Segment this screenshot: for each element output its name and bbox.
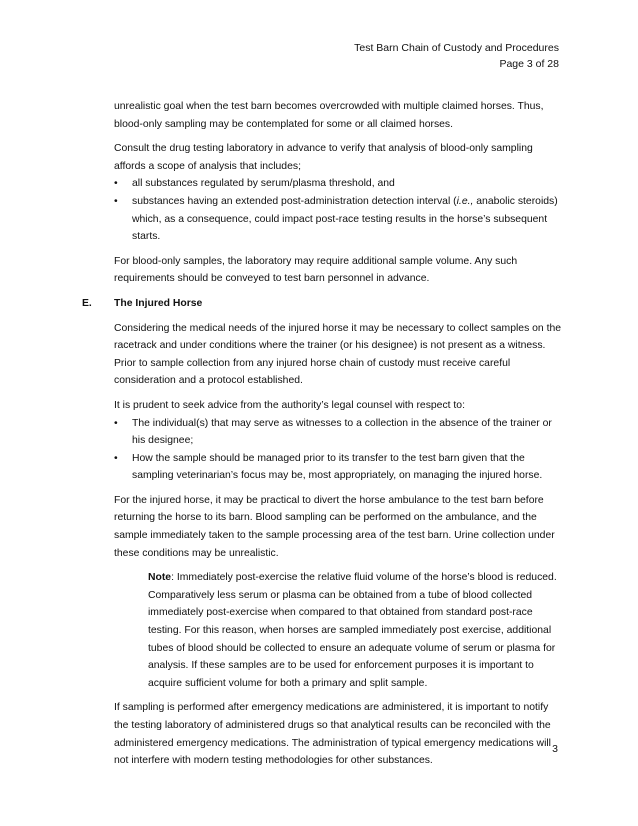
list-item [114,193,564,246]
bullet-icon: • [114,195,118,207]
paragraph: unrealistic goal when the test barn becomes overcrowded with multiple claimed horses. Thus, blood-only sampling may be contemplated for some or all claimed horses. [114,101,544,130]
paragraph: Consult the drug testing laboratory in advance to verify that analysis of blood-only sampling affords a scope of analysis that includes; [114,143,533,172]
page-body [82,98,564,777]
bullet-list [114,175,564,245]
paragraph: For the injured horse, it may be practical to divert the horse ambulance to the test barn before returning the horse to its barn. Blood sampling can be performed on the ambulance, and the sample immediately taken to the sample processing area of the test barn. Urine collection under these conditions may be unrealistic. [114,494,555,559]
paragraph: Considering the medical needs of the injured horse it may be necessary to collect samples on the racetrack and under conditions where the trainer (or his designee) is not present as a witness. Prior to sample collection from any injured horse chain of custody must receive careful consideration and a protocol established. [114,322,562,387]
page-header [354,40,559,72]
bullet-icon: • [114,417,118,429]
page-number: 3 [552,743,558,755]
paragraph: For blood-only samples, the laboratory may require additional sample volume. Any such requirements should be conveyed to test barn personnel in advance. [114,255,518,285]
section-title: The Injured Horse [114,297,203,309]
list-item [114,450,564,485]
bullet-icon: • [114,178,118,190]
page-label: Page 3 of 28 [499,58,559,70]
section-letter: E. [82,297,92,309]
document-title: Test Barn Chain of Custody and Procedures [354,42,559,54]
list-item [114,415,564,450]
note-text: : Immediately post-exercise the relative fluid volume of the horse’s blood is reduced. Comparatively less serum or plasma can be obtained from a tube of blood collected immediately post-exercise when compared to that obtained from standard post-race testing. For this reason, when horses are sampled immediately post exercise, additional tubes of blood should be collected to ensure an adequate volume of serum or plasma for analysis. If these samples are to be used for enforcement purposes it is important to acquire sufficient volume for both a primary and split sample. [148,572,557,689]
paragraph: It is prudent to seek advice from the authority’s legal counsel with respect to: [114,399,465,411]
list-item-text: How the sample should be managed prior to its transfer to the test barn given that the sampling veterinarian’s focus may be, most appropriately, on managing the injured horse. [132,452,543,482]
list-item-text: substances having an extended post-administration detection interval (i.e., anabolic steroids) which, as a consequence, could impact post-race testing results in the horse’s subsequent starts. [132,195,558,243]
list-item-text: The individual(s) that may serve as witnesses to a collection in the absence of the trainer or his designee; [132,417,552,447]
section-heading [82,295,564,313]
list-item [114,175,564,193]
bullet-list [114,415,564,485]
note-block [148,569,564,692]
note-label: Note [148,572,172,584]
bullet-icon: • [114,452,118,464]
paragraph: If sampling is performed after emergency medications are administered, it is important to notify the testing laboratory of administered drugs so that analytical results can be reconciled with the administered emergency medications. The administration of typical emergency medications will not interfere with modern testing methodologies for other substances. [114,702,551,767]
list-item-text: all substances regulated by serum/plasma threshold, and [132,178,395,190]
